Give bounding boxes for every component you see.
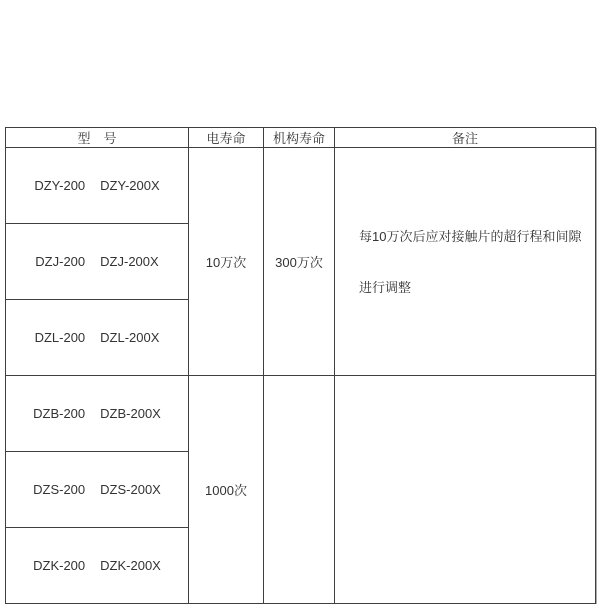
model-cell [6, 224, 189, 300]
model-name-left: DZL-200 [34, 330, 86, 345]
model-cell [6, 528, 189, 604]
header-mechanical-life: 机构寿命 [264, 128, 335, 148]
model-name-right: DZY-200X [100, 178, 160, 193]
model-pair [6, 558, 188, 573]
model-name-right: DZK-200X [100, 558, 161, 573]
table-row [6, 148, 596, 224]
model-name-left: DZK-200 [33, 558, 86, 573]
model-pair [6, 254, 188, 269]
model-name-right: DZJ-200X [100, 254, 159, 269]
model-pair [6, 482, 188, 497]
remarks-group2-cell [335, 376, 596, 604]
mechanical-life-group1-cell: 300万次 [264, 148, 335, 376]
table-row [6, 376, 596, 452]
header-remarks: 备注 [335, 128, 596, 148]
model-name-left: DZB-200 [33, 406, 86, 421]
model-pair [6, 178, 188, 193]
model-cell [6, 376, 189, 452]
model-name-right: DZS-200X [100, 482, 161, 497]
model-pair [6, 330, 188, 345]
electrical-life-group1-cell: 10万次 [189, 148, 264, 376]
remarks-line-2: 进行调整 [359, 279, 412, 295]
header-model: 型 号 [6, 128, 189, 148]
model-name-right: DZL-200X [100, 330, 160, 345]
model-pair [6, 406, 188, 421]
model-name-left: DZJ-200 [35, 254, 86, 269]
spec-table [5, 127, 596, 604]
model-name-left: DZY-200 [34, 178, 86, 193]
header-electrical-life: 电寿命 [189, 128, 264, 148]
model-cell [6, 452, 189, 528]
model-cell [6, 300, 189, 376]
remarks-line-1: 每10万次后应对接触片的超行程和间隙 [359, 228, 582, 244]
model-name-left: DZS-200 [33, 482, 86, 497]
model-name-right: DZB-200X [100, 406, 161, 421]
model-cell [6, 148, 189, 224]
remarks-group1-cell [335, 148, 596, 376]
mechanical-life-group2-cell [264, 376, 335, 604]
electrical-life-group2-cell: 1000次 [189, 376, 264, 604]
spec-table-container [5, 127, 596, 604]
header-row [6, 128, 596, 148]
